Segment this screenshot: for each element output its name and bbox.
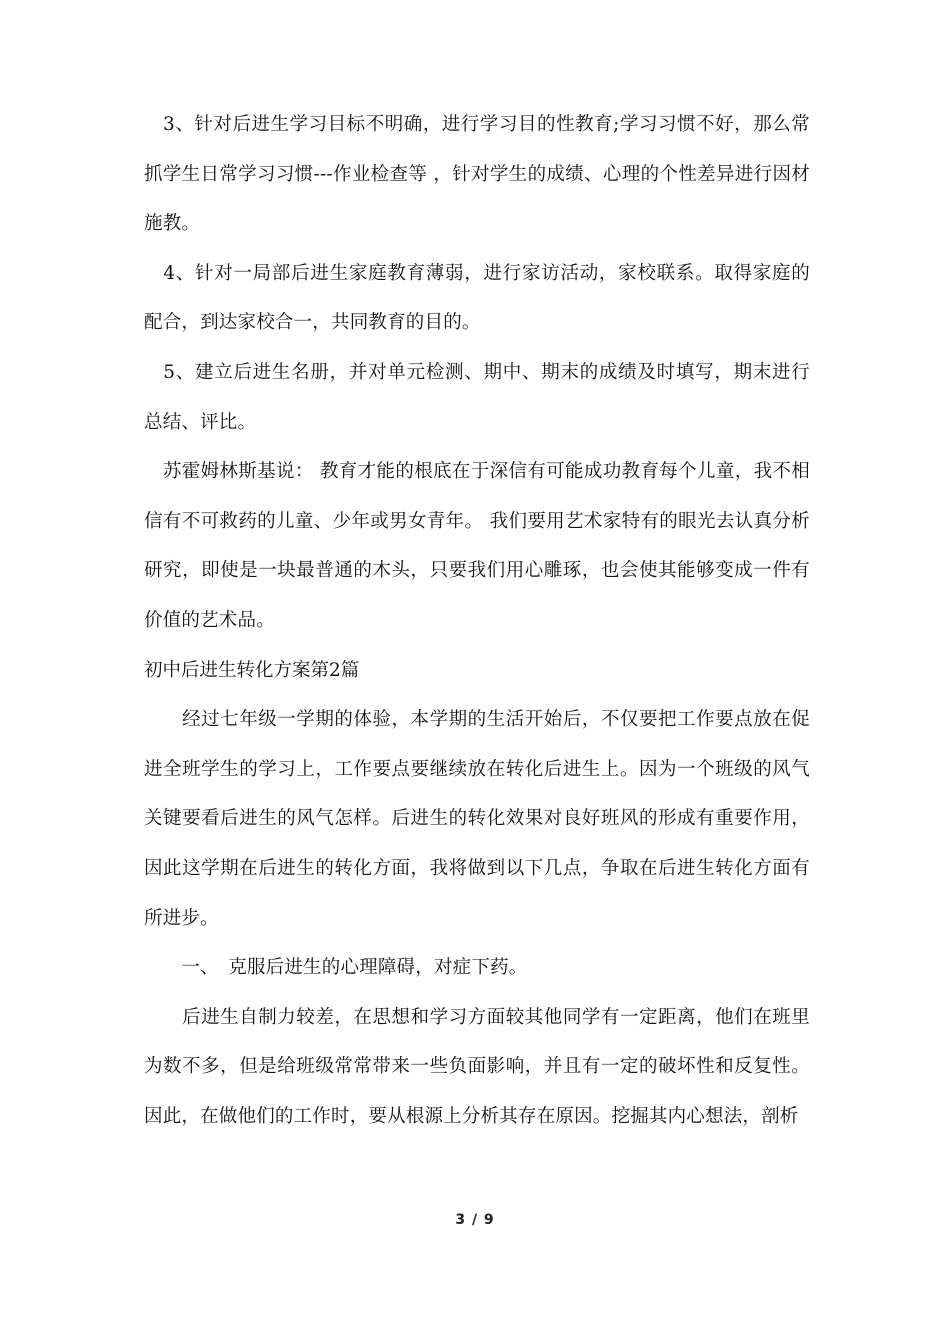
document-body <box>144 100 810 1141</box>
subheading-paragraph: 一、 克服后进生的心理障碍，对症下药。 <box>144 957 528 979</box>
paragraph-item-5: 5、建立后进生名册，并对单元检测、期中、期末的成绩及时填写，期末进行总结、评比。 <box>144 361 810 433</box>
section-title: 初中后进生转化方案第2篇 <box>144 659 360 681</box>
quote-paragraph: 苏霍姆林斯基说： 教育才能的根底在于深信有可能成功教育每个儿童，我不相信有不可救药的儿童、少年或男女青年。 我们要用艺术家特有的眼光去认真分析研究，即使是一块最普通的木头，只要我们用心雕琢，也会使其能够变成一件有价值的艺术品。 <box>144 461 810 631</box>
page-number: 3 / 9 <box>455 1212 495 1228</box>
intro-paragraph: 经过七年级一学期的体验，本学期的生活开始后，不仅要把工作要点放在促进全班学生的学习上，工作要点要继续放在转化后进生上。因为一个班级的风气关键要看后进生的风气怎样。后进生的转化效果对良好班风的形成有重要作用，因此这学期在后进生的转化方面，我将做到以下几点，争取在后进生转化方面有所进步。 <box>144 709 810 929</box>
body-paragraph: 后进生自制力较差，在思想和学习方面较其他同学有一定距离，他们在班里为数不多，但是给班级常常带来一些负面影响，并且有一定的破坏性和反复性。因此，在做他们的工作时，要从根源上分析其存在原因。挖掘其内心想法，剖析 <box>144 1006 810 1127</box>
paragraph-item-3: 3、针对后进生学习目标不明确，进行学习目的性教育;学习习惯不好，那么常抓学生日常学习习惯---作业检查等 ，针对学生的成绩、心理的个性差异进行因材施教。 <box>144 114 810 235</box>
paragraph-item-4: 4、针对一局部后进生家庭教育薄弱，进行家访活动，家校联系。取得家庭的配合，到达家校合一，共同教育的目的。 <box>144 262 810 334</box>
